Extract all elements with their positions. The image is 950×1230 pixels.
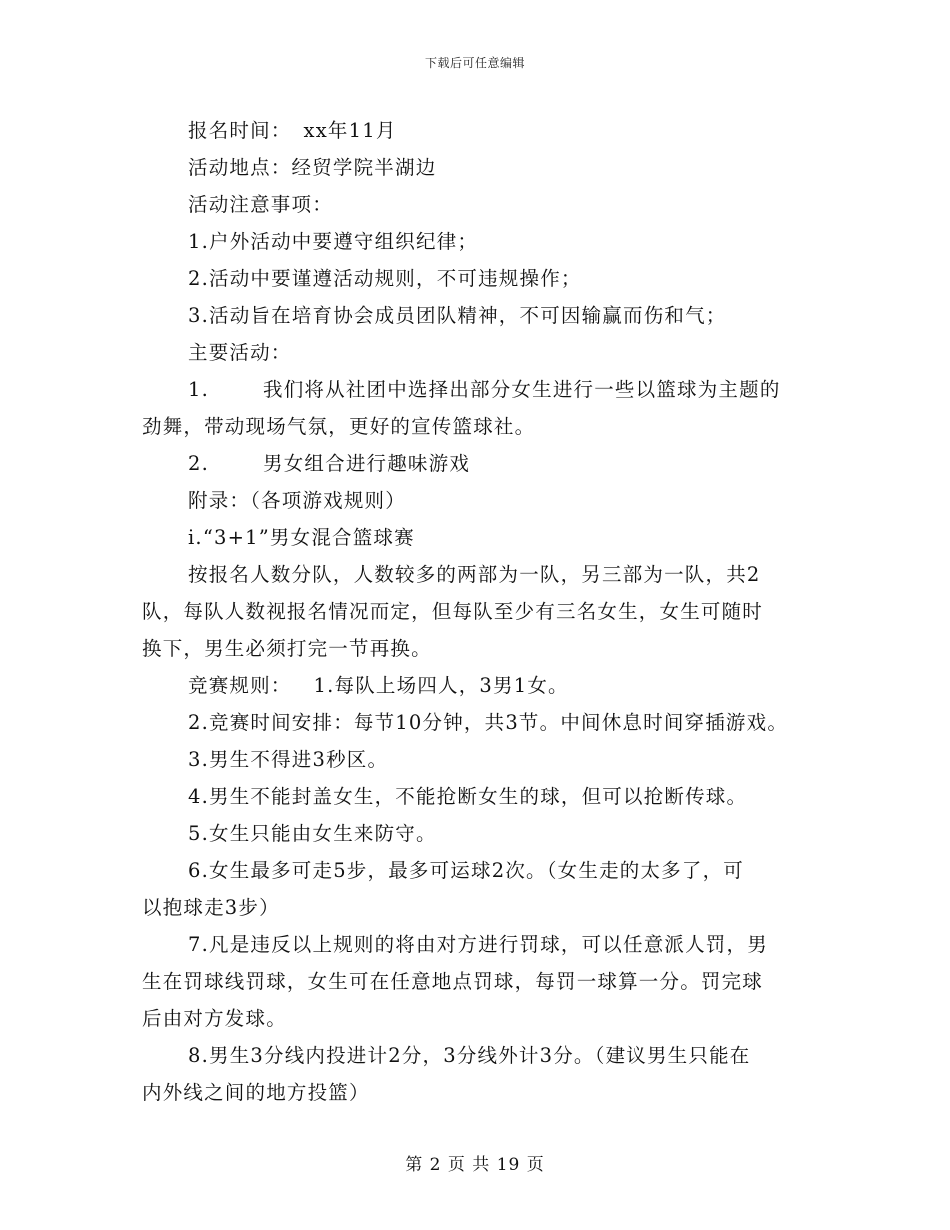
registration-label: 报名时间： xyxy=(188,119,292,142)
rule-item: 3.男生不得进3秒区。 xyxy=(188,748,389,771)
main-activities-title: 主要活动： xyxy=(188,341,292,364)
activity-item-2 xyxy=(142,445,810,482)
activity-item-1 xyxy=(142,371,810,408)
game-title: i.“3+1”男女混合篮球赛 xyxy=(188,526,415,549)
note-item: 2.活动中要谨遵活动规则，不可违规操作； xyxy=(188,267,582,290)
rule-item: 4.男生不能封盖女生，不能抢断女生的球，但可以抢断传球。 xyxy=(188,785,748,808)
activity-text: 男女组合进行趣味游戏 xyxy=(263,452,471,475)
rule-item-continued: 内外线之间的地方投篮） xyxy=(142,1081,370,1104)
rule-item: 1.每队上场四人，3男1女。 xyxy=(313,674,569,697)
note-item: 1.户外活动中要遵守组织纪律； xyxy=(188,230,479,253)
rule-item: 8.男生3分线内投进计2分，3分线外计3分。（建议男生只能在 xyxy=(188,1044,751,1067)
rule-item-continued: 以抱球走3步） xyxy=(142,896,280,919)
team-paragraph: 换下，男生必须打完一节再换。 xyxy=(142,637,432,660)
page-footer: 第 2 页 共 19 页 xyxy=(405,1155,545,1175)
rule-item: 6.女生最多可走5步，最多可运球2次。（女生走的太多了，可 xyxy=(188,859,744,882)
rule-item: 2.竞赛时间安排：每节10分钟，共3节。中间休息时间穿插游戏。 xyxy=(188,711,789,734)
activity-item-1-continued: 劲舞，带动现场气氛，更好的宣传篮球社。 xyxy=(142,415,536,438)
rule-item: 5.女生只能由女生来防守。 xyxy=(188,822,437,845)
rule-item: 7.凡是违反以上规则的将由对方进行罚球，可以任意派人罚，男 xyxy=(188,933,768,956)
rules-label: 竞赛规则： xyxy=(188,674,292,697)
rule-item-continued: 后由对方发球。 xyxy=(142,1007,287,1030)
note-item: 3.活动旨在培育协会成员团队精神，不可因输赢而伤和气； xyxy=(188,304,727,327)
page-header: 下载后可任意编辑 xyxy=(424,56,525,70)
activity-number: 2. xyxy=(188,452,210,475)
registration-value: xx年11月 xyxy=(303,119,397,142)
notes-title: 活动注意事项： xyxy=(188,193,333,216)
registration-time xyxy=(142,112,810,149)
rules-first xyxy=(142,667,810,704)
activity-place: 活动地点：经贸学院半湖边 xyxy=(188,156,437,179)
activity-text: 我们将从社团中选择出部分女生进行一些以篮球为主题的 xyxy=(263,378,781,401)
team-paragraph: 队，每队人数视报名情况而定，但每队至少有三名女生，女生可随时 xyxy=(142,600,764,623)
appendix-title: 附录：（各项游戏规则） xyxy=(188,489,406,512)
activity-number: 1. xyxy=(188,378,210,401)
team-paragraph: 按报名人数分队，人数较多的两部为一队，另三部为一队，共2 xyxy=(188,563,761,586)
rule-item-continued: 生在罚球线罚球，女生可在任意地点罚球，每罚一球算一分。罚完球 xyxy=(142,970,764,993)
document-body xyxy=(142,112,810,1111)
